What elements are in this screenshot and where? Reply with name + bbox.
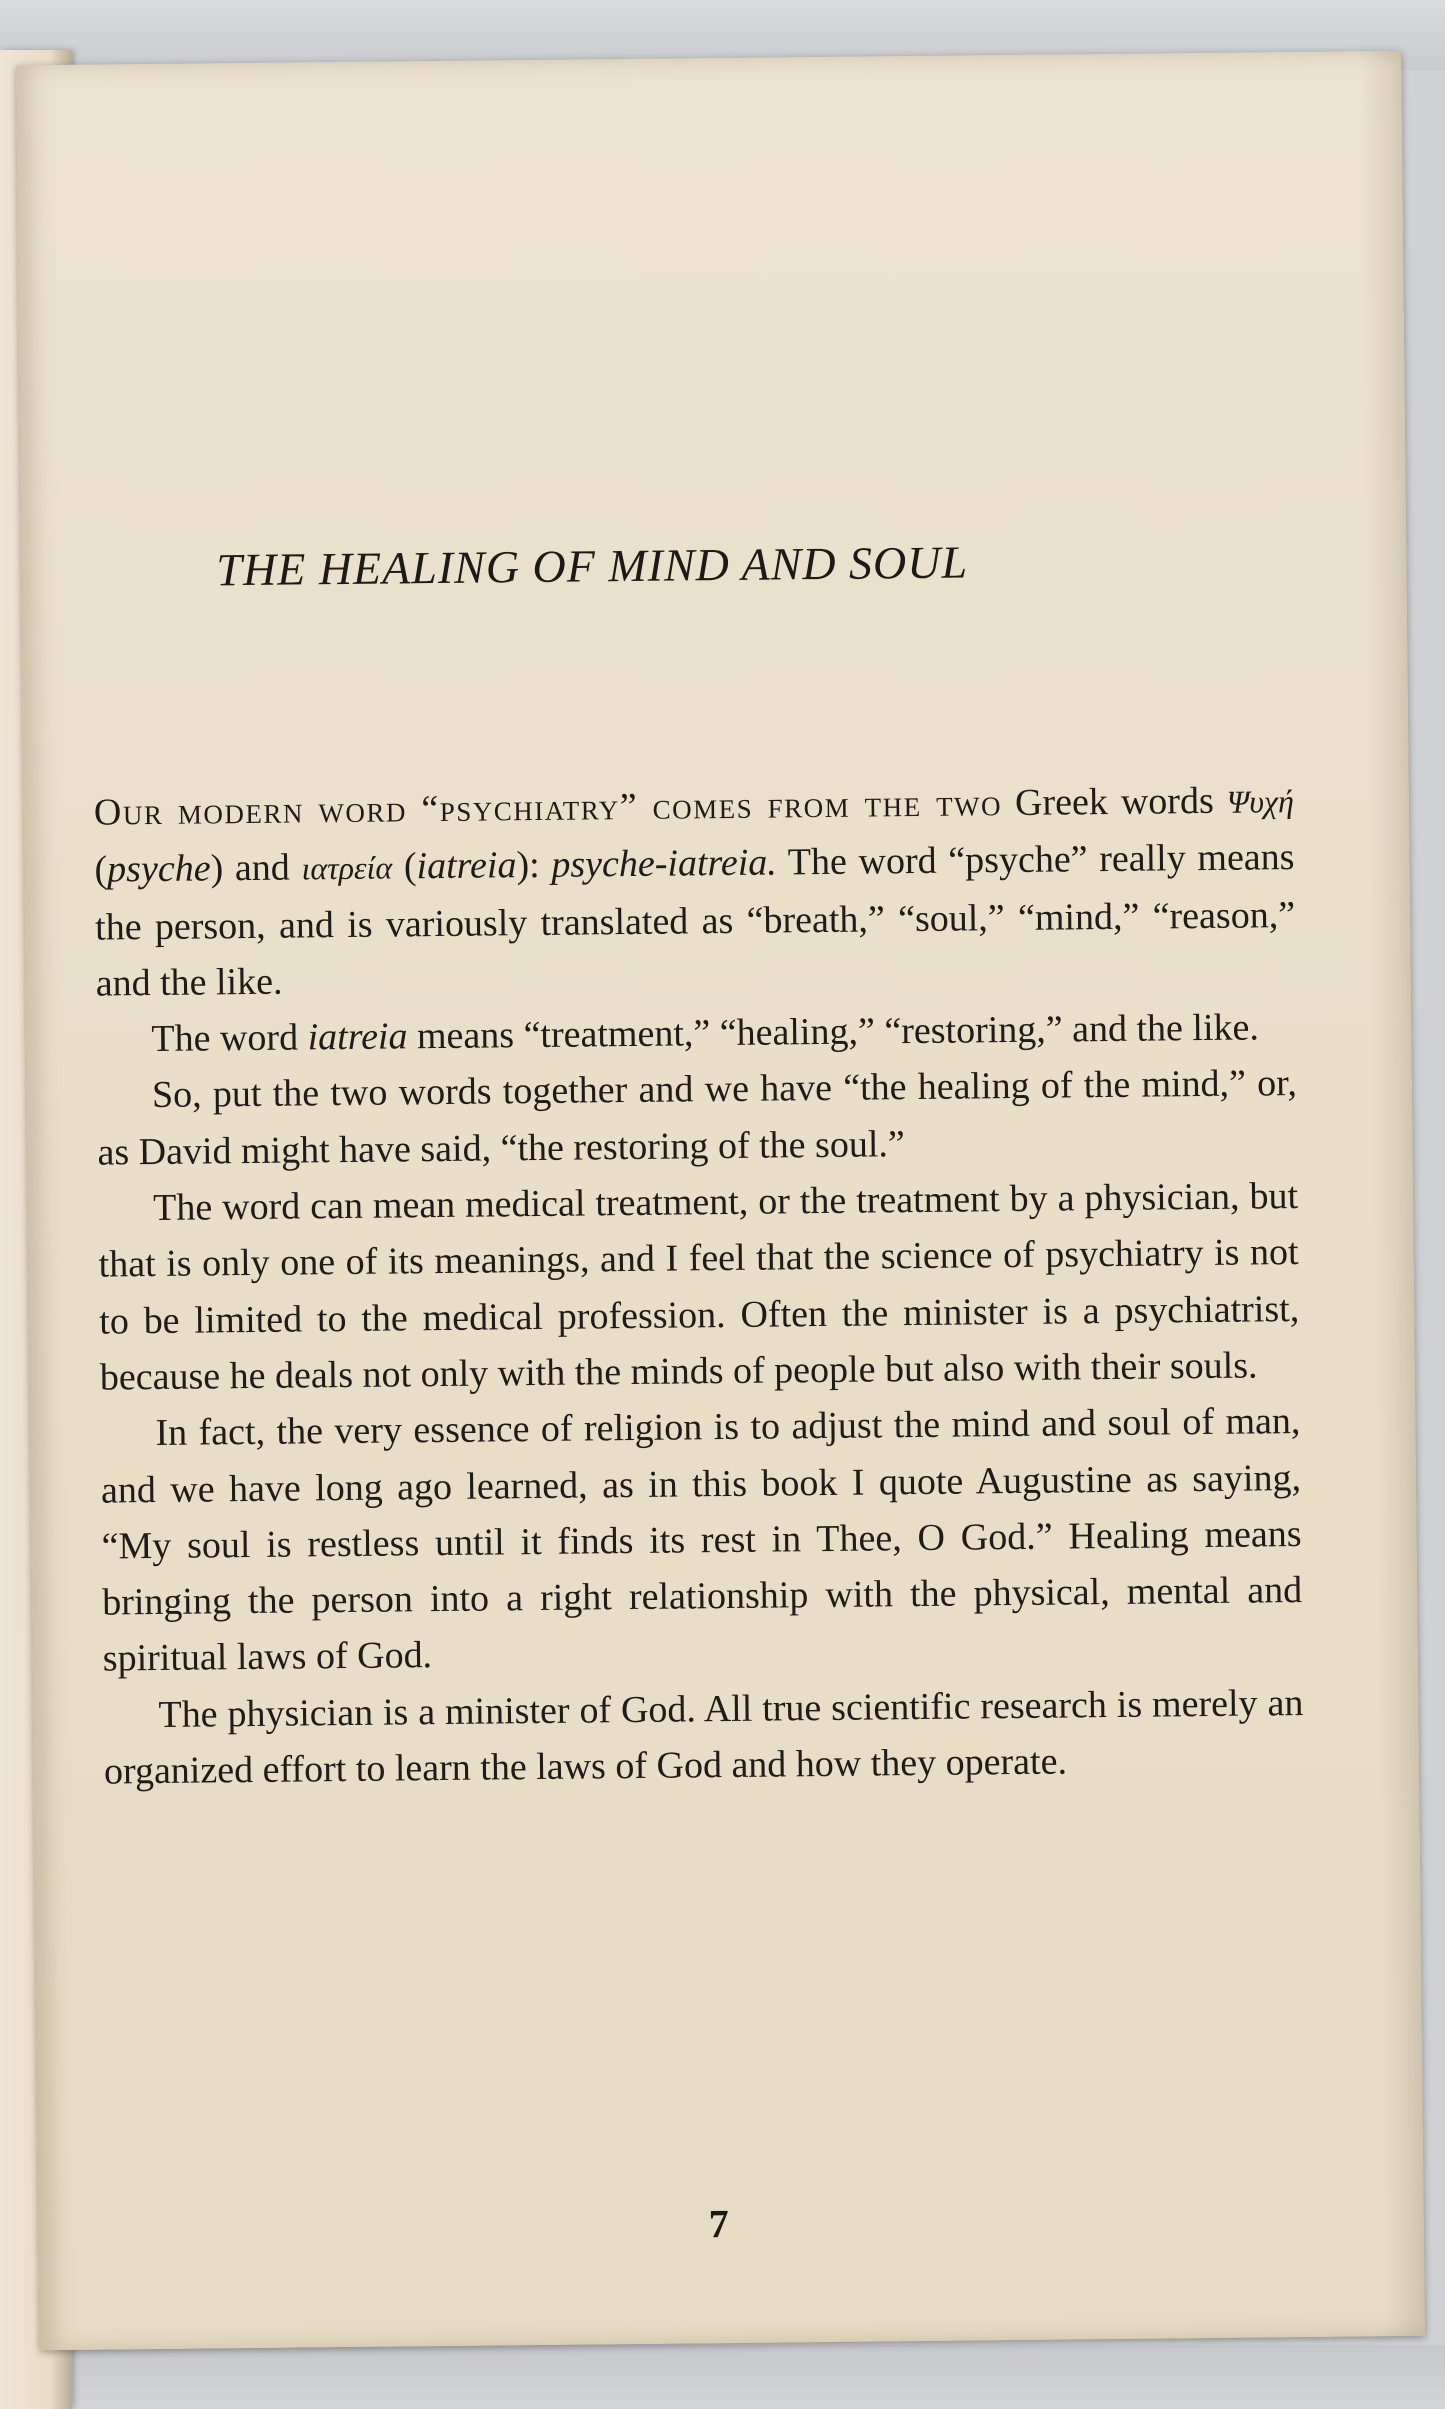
paragraph-1-text-c: ) and: [210, 846, 302, 890]
paragraph-2-text-b: means “treatment,” “healing,” “restoring,” and the like.: [407, 1006, 1260, 1058]
paragraph-1-text-b: (: [94, 848, 108, 891]
book-page: [16, 51, 1425, 2350]
paragraph-4: The word can mean medical treatment, or the treatment by a physician, but that is only one of its meanings, and I feel that the science of psychiatry is not to be limited to the medical profession. Often the minister is a psychiatrist, because he deals not only with the minds of people but also with their souls.: [98, 1175, 1300, 1399]
chapter-title: THE HEALING OF MIND AND SOUL: [216, 536, 969, 596]
term-iatreia: iatreia: [416, 844, 517, 888]
paragraph-1-text-e: ):: [516, 844, 552, 887]
paragraph-3: So, put the two words together and we have “the healing of the mind,” or, as David might have said, “the restoring of the soul.”: [97, 1062, 1298, 1174]
paragraph-1: [94, 772, 1296, 1012]
greek-word-iatreia: ιατρεία: [301, 849, 393, 887]
paragraph-2-text-a: The word: [151, 1016, 308, 1061]
paragraph-1-text-a: Greek words: [1014, 779, 1227, 824]
paragraph-1-text-f: The word “psyche” really means the person, and is variously translated as “breath,” “soul,” “mind,” “reason,” and the like.: [94, 836, 1296, 1005]
page-number: 7: [708, 2201, 729, 2247]
paragraph-5: In fact, the very essence of religion is to adjust the mind and soul of man, and we have long ago learned, as in this book I quote Augustine as saying, “My soul is restless until it finds its rest in Thee, O God.” Healing means bringing the person into a right relationship with the physical, mental and spiritual laws of God.: [100, 1400, 1303, 1681]
greek-word-psyche: Ψυχή: [1226, 783, 1295, 820]
term-psyche-iatreia: psyche-iatreia.: [551, 841, 778, 887]
background-surface-bottom: [0, 2345, 1445, 2409]
term-psyche: psyche: [106, 847, 211, 891]
paragraph-2-term-iatreia: iatreia: [307, 1015, 408, 1059]
paragraph-1-lead-in: Our modern word “psychiatry” comes from the two: [93, 782, 1003, 834]
body-text: [94, 772, 1305, 1800]
paragraph-6: The physician is a minister of God. All true scientific research is merely an organized effort to learn the laws of God and how they operate.: [103, 1681, 1304, 1793]
paragraph-1-text-d: (: [392, 845, 417, 888]
